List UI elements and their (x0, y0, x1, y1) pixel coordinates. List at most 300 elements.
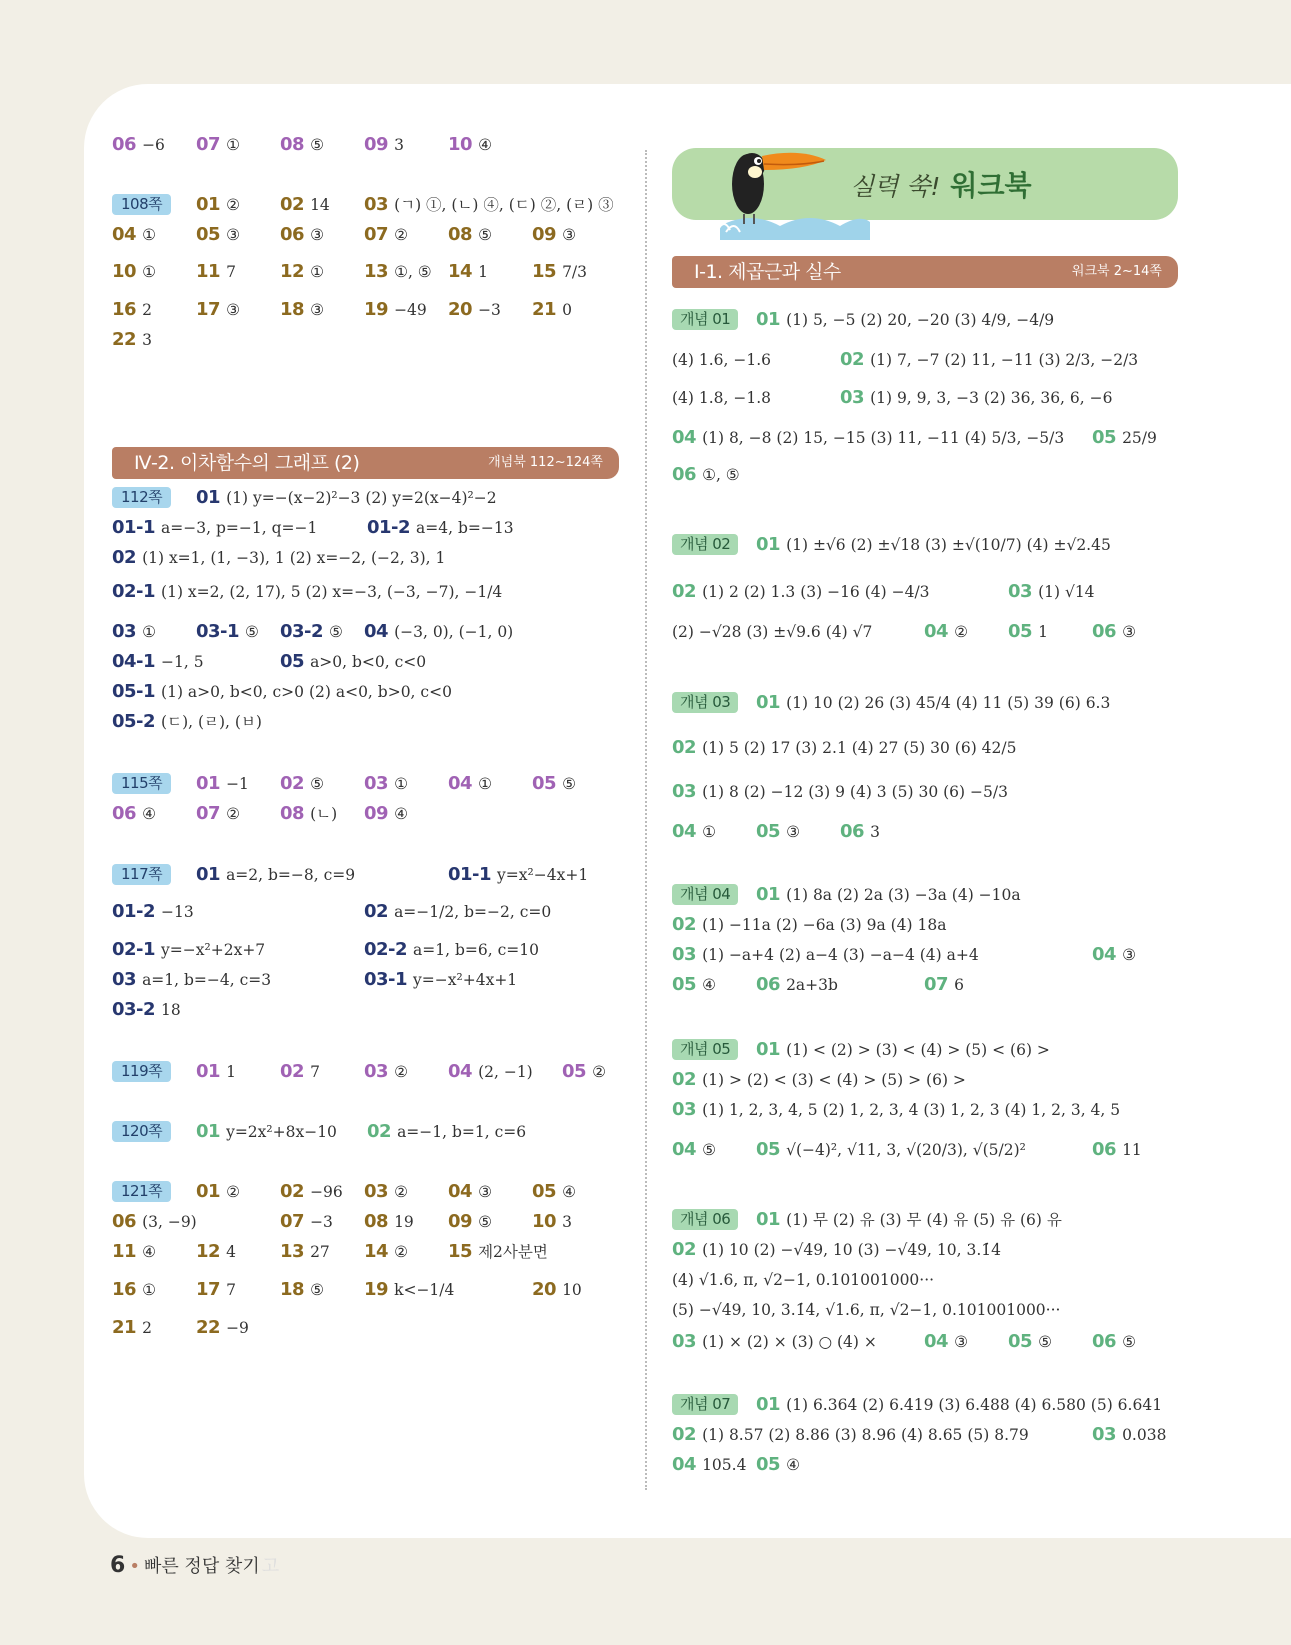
answer-item (924, 1327, 968, 1357)
answer-text: 27 (310, 1243, 330, 1261)
answer-text: (1) y=−(x−2)²−3 (2) y=2(x−4)²−2 (226, 489, 497, 507)
question-number: 02 (280, 773, 305, 794)
question-number: 01-1 (448, 864, 492, 885)
answer-item (448, 1057, 533, 1087)
answer-item (756, 305, 1054, 335)
question-number: 06 (1092, 1139, 1117, 1160)
question-number: 03-1 (364, 969, 408, 990)
answer-item (280, 647, 426, 677)
answer-item (840, 383, 1112, 413)
answer-item (112, 935, 265, 965)
answer-text: ⑤ (310, 775, 324, 793)
answer-text: ⑤ (562, 775, 576, 793)
answer-item (1092, 1327, 1136, 1357)
answer-text: (5) −√49, 10, 3.1̇4̇, √1.6, π, √2−1, 0.101001000··· (672, 1301, 1061, 1319)
answer-item (196, 1177, 240, 1207)
answer-text: ④ (562, 1183, 576, 1201)
answer-text: ⑤ (702, 1141, 716, 1159)
answer-item (672, 970, 716, 1000)
question-number: 03 (364, 1181, 389, 1202)
question-number: 03 (672, 781, 697, 802)
question-number: 10 (532, 1211, 557, 1232)
question-number: 07 (196, 134, 221, 155)
question-number: 05-2 (112, 711, 156, 732)
answer-text: 10 (562, 1281, 582, 1299)
answer-text: √(−4)², √11, 3, √(20/3), √(5/2)² (786, 1141, 1026, 1159)
section-pages: 워크북 2~14쪽 (1071, 264, 1162, 279)
answer-text: 4 (226, 1243, 236, 1261)
question-number: 01-2 (367, 517, 411, 538)
question-number: 06 (1092, 1331, 1117, 1352)
question-number: 01 (196, 864, 221, 885)
answer-item (364, 617, 513, 647)
answer-item (756, 1450, 800, 1480)
answer-item (280, 295, 324, 325)
answer-item (756, 817, 800, 847)
question-number: 21 (112, 1317, 137, 1338)
answer-text: (1) 2 (2) 1.3 (3) −16 (4) −4/3 (702, 583, 930, 601)
answer-text: ① (226, 136, 240, 154)
question-number: 05 (1092, 427, 1117, 448)
question-number: 01 (196, 773, 221, 794)
answer-text: (1) 10 (2) 26 (3) 45/4 (4) 11 (5) 39 (6) 6.3 (786, 694, 1111, 712)
concept-label: 개념 07 (672, 1394, 738, 1415)
answer-item (672, 733, 1016, 763)
answer-text: 7 (310, 1063, 320, 1081)
answer-text: ① (702, 823, 716, 841)
answer-text: 제2사분면 (478, 1243, 548, 1261)
answer-text: 7 (226, 263, 236, 281)
answer-text: (1) x=2, (2, 17), 5 (2) x=−3, (−3, −7), −1/4 (161, 583, 503, 601)
answer-text: (1) 5, −5 (2) 20, −20 (3) 4/9, −4/9 (786, 311, 1055, 329)
label-cell (672, 1390, 738, 1420)
answer-text: (1) 8a (2) 2a (3) −3a (4) −10a (786, 886, 1021, 904)
question-number: 04 (672, 821, 697, 842)
answer-text: 0 (562, 301, 572, 319)
answer-text: ② (226, 805, 240, 823)
question-number: 05 (532, 1181, 557, 1202)
question-number: 04 (448, 1181, 473, 1202)
answer-text: ①, ⑤ (394, 263, 432, 281)
answer-item (532, 295, 572, 325)
question-number: 10 (448, 134, 473, 155)
question-number: 15 (532, 261, 557, 282)
answer-item (367, 1117, 526, 1147)
answer-text: (1) < (2) > (3) < (4) > (5) < (6) > (786, 1041, 1050, 1059)
answer-item (367, 513, 514, 543)
answer-item (448, 130, 492, 160)
answer-text: a=4, b=−13 (416, 519, 514, 537)
question-number: 01 (756, 884, 781, 905)
answer-item (1008, 1327, 1052, 1357)
answer-item (280, 257, 324, 287)
answer-text: (1) √14 (1038, 583, 1095, 601)
question-number: 03 (672, 1099, 697, 1120)
question-number: 04 (448, 773, 473, 794)
answer-text: (1) a>0, b<0, c>0 (2) a<0, b>0, c<0 (161, 683, 452, 701)
answer-item (196, 1057, 236, 1087)
answer-item (364, 130, 404, 160)
question-number: 01-1 (112, 517, 156, 538)
answer-text: (4) 1.8, −1.8 (672, 389, 772, 407)
answer-text: ③ (226, 301, 240, 319)
question-number: 11 (112, 1241, 137, 1262)
answer-item (280, 190, 330, 220)
answer-item (364, 769, 408, 799)
answer-item (532, 1207, 572, 1237)
question-number: 05 (756, 821, 781, 842)
answer-item (672, 1450, 746, 1480)
answer-item (112, 707, 262, 737)
answer-item (112, 965, 271, 995)
answer-item (448, 1207, 492, 1237)
question-number: 02 (280, 1061, 305, 1082)
label-cell (672, 305, 738, 335)
answer-item (672, 345, 771, 375)
answer-text: −96 (310, 1183, 343, 1201)
question-number: 01 (756, 1394, 781, 1415)
answer-item (112, 257, 156, 287)
question-number: 22 (196, 1317, 221, 1338)
answer-item (364, 1207, 414, 1237)
question-number: 12 (280, 261, 305, 282)
answer-item (196, 1237, 236, 1267)
answer-text: 14 (310, 196, 330, 214)
answer-item (756, 1390, 1162, 1420)
answer-text: 7/3 (562, 263, 588, 281)
answer-item (448, 1177, 492, 1207)
answer-text: ① (478, 775, 492, 793)
answer-item (672, 383, 771, 413)
answer-item (280, 1057, 320, 1087)
answer-item (364, 897, 551, 927)
banner-title (850, 164, 1032, 204)
answer-text: 7 (226, 1281, 236, 1299)
question-number: 03-1 (196, 621, 240, 642)
answer-item (112, 543, 445, 573)
answer-item (364, 295, 427, 325)
answer-item (364, 220, 408, 250)
answer-text: a=−3, p=−1, q=−1 (161, 519, 318, 537)
answer-item (112, 897, 194, 927)
answer-text: (−3, 0), (−1, 0) (394, 623, 514, 641)
question-number: 04-1 (112, 651, 156, 672)
answer-item (364, 799, 408, 829)
answer-item (1092, 1135, 1142, 1165)
answer-item (756, 1135, 1026, 1165)
question-number: 02-1 (112, 939, 156, 960)
question-number: 05 (672, 974, 697, 995)
question-number: 20 (448, 299, 473, 320)
answer-item (448, 860, 588, 890)
answer-item (924, 970, 964, 1000)
answer-item (364, 190, 614, 220)
answer-item (672, 423, 1064, 453)
answer-item (448, 1237, 548, 1267)
label-cell (112, 1177, 171, 1207)
question-number: 04 (364, 621, 389, 642)
footer-watermark: 고 (261, 1556, 280, 1577)
answer-text: −3 (310, 1213, 333, 1231)
answer-item (364, 1275, 454, 1305)
question-number: 11 (196, 261, 221, 282)
question-number: 01 (756, 1209, 781, 1230)
answer-item (840, 345, 1138, 375)
question-number: 14 (364, 1241, 389, 1262)
question-number: 05 (756, 1139, 781, 1160)
concept-label: 개념 04 (672, 884, 738, 905)
answer-item (280, 1177, 343, 1207)
question-number: 16 (112, 1279, 137, 1300)
answer-text: 2 (142, 301, 152, 319)
question-number: 04 (924, 621, 949, 642)
answer-text: −13 (161, 903, 194, 921)
page-label: 115쪽 (112, 773, 171, 794)
answer-text: ⑤ (478, 1213, 492, 1231)
question-number: 06 (672, 464, 697, 485)
answer-text: −1, 5 (161, 653, 204, 671)
banner-main-title: 워크북 (950, 169, 1032, 202)
banner-subtitle: 실력 쑥! (850, 172, 941, 201)
question-number: 08 (364, 1211, 389, 1232)
answer-item (672, 577, 930, 607)
answer-text: (1) −a+4 (2) a−4 (3) −a−4 (4) a+4 (702, 946, 979, 964)
answer-item (532, 220, 576, 250)
question-number: 07 (364, 224, 389, 245)
question-number: 07 (196, 803, 221, 824)
answer-text: ③ (786, 823, 800, 841)
answer-text: (1) 9, 9, 3, −3 (2) 36, 36, 6, −6 (870, 389, 1113, 407)
question-number: 09 (364, 803, 389, 824)
question-number: 03 (672, 944, 697, 965)
answer-text: a>0, b<0, c<0 (310, 653, 427, 671)
page-label: 108쪽 (112, 194, 171, 215)
answer-text: ① (310, 263, 324, 281)
question-number: 01 (196, 1181, 221, 1202)
answer-text: 3 (394, 136, 404, 154)
answer-text: ② (226, 1183, 240, 1201)
answer-item (112, 577, 502, 607)
answer-text: (4) √1.6, π, √2−1, 0.101001000··· (672, 1271, 935, 1289)
concept-label: 개념 01 (672, 309, 738, 330)
question-number: 03 (840, 387, 865, 408)
answer-text: (ㄴ) (310, 805, 338, 823)
answer-item (756, 880, 1021, 910)
question-number: 05 (756, 1454, 781, 1475)
answer-item (196, 617, 259, 647)
question-number: 03 (1008, 581, 1033, 602)
answer-item (756, 688, 1110, 718)
answer-text: ③ (310, 301, 324, 319)
question-number: 01-2 (112, 901, 156, 922)
answer-text: a=−1, b=1, c=6 (397, 1123, 527, 1141)
answer-item (672, 1095, 1120, 1125)
answer-item (924, 617, 968, 647)
label-cell (112, 860, 171, 890)
answer-item (364, 1177, 408, 1207)
question-number: 05 (280, 651, 305, 672)
question-number: 13 (364, 261, 389, 282)
question-number: 19 (364, 299, 389, 320)
question-number: 05 (532, 773, 557, 794)
answer-text: ① (142, 263, 156, 281)
answer-text: (1) 7, −7 (2) 11, −11 (3) 2/3, −2/3 (870, 351, 1139, 369)
answer-text: ⑤ (245, 623, 259, 641)
question-number: 20 (532, 1279, 557, 1300)
answer-item (532, 1275, 582, 1305)
answer-item (364, 257, 432, 287)
answer-text: 1 (478, 263, 488, 281)
answer-item (672, 1065, 966, 1095)
answer-text: ② (394, 1183, 408, 1201)
answer-item (672, 817, 716, 847)
question-number: 02 (672, 581, 697, 602)
label-cell (672, 530, 738, 560)
answer-item (280, 799, 337, 829)
answer-item (1092, 1420, 1166, 1450)
question-number: 02 (672, 1069, 697, 1090)
section-bar-left (112, 447, 619, 479)
concept-label: 개념 02 (672, 534, 738, 555)
question-number: 03 (112, 969, 137, 990)
question-number: 06 (280, 224, 305, 245)
answer-text: 25/9 (1122, 429, 1157, 447)
answer-item (672, 1265, 934, 1295)
question-number: 18 (280, 299, 305, 320)
question-number: 03 (672, 1331, 697, 1352)
answer-text: ①, ⑤ (702, 466, 740, 484)
question-number: 08 (280, 134, 305, 155)
question-number: 06 (112, 803, 137, 824)
answer-item (1008, 617, 1048, 647)
answer-item (196, 257, 236, 287)
answer-text: ⑤ (478, 226, 492, 244)
answer-text: (2, −1) (478, 1063, 533, 1081)
answer-text: 3 (870, 823, 880, 841)
answer-item (364, 1237, 408, 1267)
answer-item (448, 295, 501, 325)
question-number: 03 (364, 773, 389, 794)
answer-item (112, 995, 181, 1025)
answer-item (672, 1295, 1060, 1325)
answer-item (672, 1235, 1001, 1265)
answer-item (448, 257, 488, 287)
answer-text: y=x²−4x+1 (497, 866, 589, 884)
answer-item (1092, 617, 1136, 647)
answer-text: ① (142, 226, 156, 244)
answer-item (532, 1177, 576, 1207)
answer-text: k<−1/4 (394, 1281, 455, 1299)
answer-text: ⑤ (310, 1281, 324, 1299)
answer-text: ② (394, 226, 408, 244)
answer-item (196, 799, 240, 829)
question-number: 06 (756, 974, 781, 995)
answer-item (196, 295, 240, 325)
answer-item (672, 940, 979, 970)
answer-text: (1) 8, −8 (2) 15, −15 (3) 11, −11 (4) 5/3, −5/3 (702, 429, 1065, 447)
answer-item (112, 220, 156, 250)
answer-item (756, 530, 1111, 560)
answer-item (672, 1420, 1029, 1450)
answer-text: 0.038 (1122, 1426, 1167, 1444)
answer-text: (1) 6.364 (2) 6.419 (3) 6.488 (4) 6.580 (5) 6.641 (786, 1396, 1163, 1414)
answer-item (280, 220, 324, 250)
question-number: 16 (112, 299, 137, 320)
question-number: 02 (367, 1121, 392, 1142)
concept-label: 개념 03 (672, 692, 738, 713)
label-cell (672, 880, 738, 910)
answer-text: ⑤ (329, 623, 343, 641)
answer-item (672, 1135, 716, 1165)
answer-text: ② (592, 1063, 606, 1081)
page-label: 121쪽 (112, 1181, 171, 1202)
question-number: 01 (196, 1061, 221, 1082)
answer-text: ③ (954, 1333, 968, 1351)
answer-item (112, 677, 452, 707)
answer-text: 1 (1038, 623, 1048, 641)
answer-text: (1) 5 (2) 17 (3) 2.1 (4) 27 (5) 30 (6) 42/5 (702, 739, 1017, 757)
label-cell (112, 1057, 171, 1087)
question-number: 13 (280, 1241, 305, 1262)
answer-item (112, 617, 156, 647)
question-number: 05 (1008, 621, 1033, 642)
answer-text: ⑤ (310, 136, 324, 154)
answer-text: (1) > (2) < (3) < (4) > (5) > (6) > (702, 1071, 966, 1089)
answer-text: ⑤ (1038, 1333, 1052, 1351)
section-title: Ⅰ-1. 제곱근과 실수 (694, 261, 841, 283)
question-number: 02-2 (364, 939, 408, 960)
question-number: 21 (532, 299, 557, 320)
label-cell (672, 1035, 738, 1065)
label-cell (672, 688, 738, 718)
question-number: 02 (672, 737, 697, 758)
page-footer: 6 • 빠른 정답 찾기 고 (110, 1553, 280, 1578)
answer-text: ④ (702, 976, 716, 994)
answer-item (532, 769, 576, 799)
answer-text: 105.4 (702, 1456, 747, 1474)
answer-text: 3 (142, 331, 152, 349)
question-number: 04 (672, 1454, 697, 1475)
answer-item (196, 1313, 249, 1343)
answer-text: ⑤ (1122, 1333, 1136, 1351)
question-number: 07 (280, 1211, 305, 1232)
label-cell (672, 1205, 738, 1235)
question-number: 10 (112, 261, 137, 282)
page-number: 6 (110, 1553, 126, 1578)
answer-item (756, 1205, 1062, 1235)
answer-text: (2) −√28 (3) ±√9.6 (4) √7 (672, 623, 873, 641)
section-pages: 개념북 112~124쪽 (488, 455, 603, 470)
page-label: 120쪽 (112, 1121, 171, 1142)
answer-text: (1) ±√6 (2) ±√18 (3) ±√(10/7) (4) ±√2.45 (786, 536, 1111, 554)
answer-text: a=2, b=−8, c=9 (226, 866, 356, 884)
answer-text: 11 (1122, 1141, 1142, 1159)
answer-text: ③ (478, 1183, 492, 1201)
answer-text: (1) 8.57 (2) 8.86 (3) 8.96 (4) 8.65 (5) 8.79 (702, 1426, 1029, 1444)
answer-text: (1) × (2) × (3) ○ (4) × (702, 1333, 877, 1351)
answer-text: (1) 8 (2) −12 (3) 9 (4) 3 (5) 30 (6) −5/3 (702, 783, 1008, 801)
answer-item (112, 1275, 156, 1305)
answer-item (112, 1313, 152, 1343)
answer-item (448, 769, 492, 799)
question-number: 09 (364, 134, 389, 155)
question-number: 02-1 (112, 581, 156, 602)
page-label: 117쪽 (112, 864, 171, 885)
answer-text: ② (394, 1063, 408, 1081)
answer-text: a=−1/2, b=−2, c=0 (394, 903, 552, 921)
answer-text: −6 (142, 136, 165, 154)
question-number: 17 (196, 1279, 221, 1300)
